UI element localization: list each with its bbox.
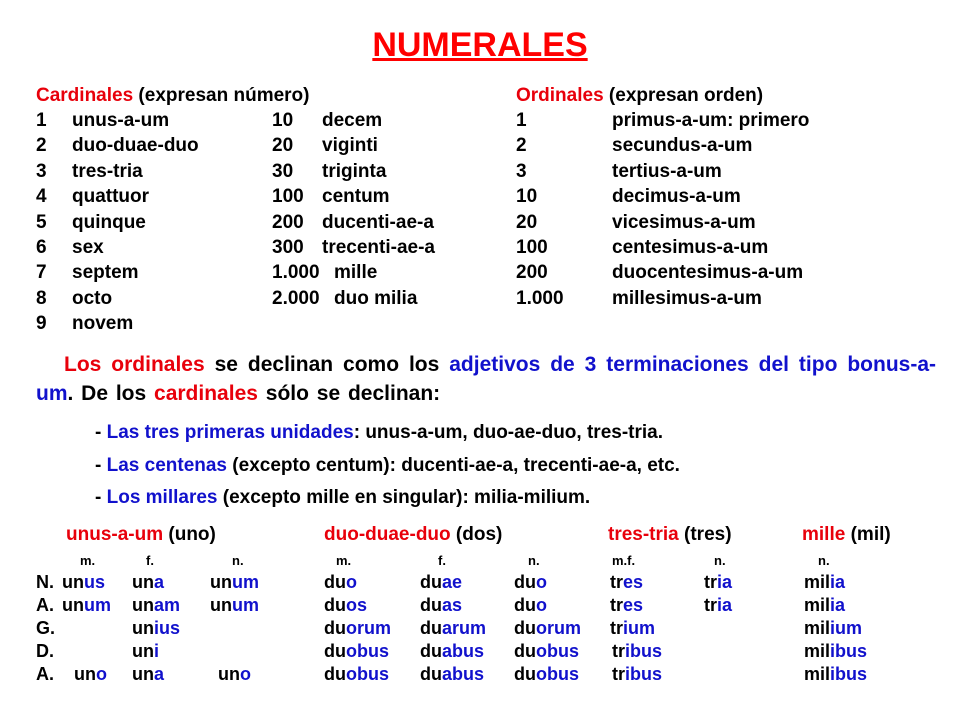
form-ending: ia (717, 572, 733, 592)
declension-form-unus-n (210, 572, 259, 593)
declension-form-duo-f (420, 595, 462, 616)
declension-form-unus-m (62, 572, 105, 593)
declension-header-tres (608, 524, 732, 546)
latin-word: duo milia (334, 287, 418, 309)
latin-word: vicesimus-a-um (612, 211, 756, 233)
number: 20 (516, 211, 538, 233)
cardinal-right-words (322, 108, 435, 311)
form-stem: un (74, 664, 96, 684)
declension-form-tres-mf (610, 618, 655, 639)
bullet-dash: - (95, 422, 107, 443)
paragraph-text: se declinan como los (204, 353, 450, 376)
declension-form-mille-n (804, 572, 845, 593)
number: 4 (36, 186, 47, 208)
latin-word: trecenti-ae-a (322, 236, 435, 258)
form-ending: ibus (830, 641, 868, 661)
form-stem: du (324, 572, 346, 592)
ordinales-label: Ordinales (516, 85, 604, 106)
ordinal-words (612, 108, 809, 311)
form-ending: es (623, 595, 644, 615)
form-stem: du (514, 595, 536, 615)
form-stem: du (514, 664, 536, 684)
form-stem: un (132, 572, 154, 592)
declension-form-tres-mf (610, 572, 643, 593)
case-label: D. (36, 641, 54, 661)
bullet-highlight: Las centenas (106, 455, 228, 476)
number: 1.000 (516, 287, 564, 309)
form-stem: mil (804, 618, 831, 638)
number: 1 (516, 110, 527, 131)
form-stem: un (62, 595, 84, 615)
form-ending: ibus (625, 641, 663, 661)
declension-form-duo-n (514, 664, 579, 685)
number: 300 (272, 236, 304, 258)
declension-form-duo-f (420, 664, 484, 685)
form-ending: abus (442, 641, 485, 661)
form-ending: i (154, 641, 160, 661)
declension-form-unus-m (62, 595, 111, 616)
number: 2 (516, 135, 527, 157)
latin-word: centesimus-a-um (612, 236, 769, 258)
declension-form-mille-n (804, 618, 862, 639)
declension-form-unus-m (74, 664, 107, 685)
declension-form-mille-n (804, 641, 867, 662)
gender-label: f. (146, 553, 154, 568)
declension-form-duo-n (514, 618, 581, 639)
number: 100 (516, 236, 548, 258)
latin-word: tres-tria (72, 160, 143, 182)
number: 9 (36, 313, 47, 335)
paragraph-text: . De los (67, 382, 155, 405)
form-ending: o (240, 664, 251, 684)
form-ending: ae (442, 572, 463, 592)
form-ending: o (536, 572, 547, 592)
declension-form-unus-f (132, 572, 164, 593)
form-stem: du (324, 595, 346, 615)
header-gloss: (uno) (163, 524, 216, 545)
declension-form-duo-f (420, 641, 484, 662)
case-label: A. (36, 664, 54, 684)
bullet-highlight: Los millares (106, 487, 218, 508)
number: 1 (36, 110, 47, 131)
bullet-item (95, 422, 663, 444)
form-ending: obus (536, 664, 579, 684)
number: 200 (516, 262, 548, 284)
bullet-highlight: Las tres primeras unidades (106, 422, 354, 443)
gender-label: m. (336, 553, 352, 568)
form-stem: du (514, 618, 536, 638)
declension-form-mille-n (804, 595, 845, 616)
number: 7 (36, 262, 47, 284)
form-ending: ium (623, 618, 656, 638)
number: 1.000 (272, 262, 320, 284)
latin-word: centum (322, 186, 390, 208)
latin-word: millesimus-a-um (612, 287, 762, 309)
form-ending: es (623, 572, 644, 592)
declension-form-unus-n (210, 595, 259, 616)
bullet-item (95, 455, 680, 477)
header-word: duo-duae-duo (324, 524, 451, 545)
latin-word: quinque (72, 211, 146, 233)
declension-form-tres-mf (612, 641, 662, 662)
number: 8 (36, 287, 47, 309)
header-gloss: (mil) (845, 524, 891, 545)
form-ending: o (96, 664, 107, 684)
gender-label: n. (818, 553, 830, 568)
number: 10 (516, 186, 538, 208)
form-ending: am (154, 595, 181, 615)
header-word: mille (802, 524, 846, 545)
form-ending: abus (442, 664, 485, 684)
declension-form-duo-n (514, 572, 547, 593)
gender-label: f. (438, 553, 446, 568)
gender-label: n. (528, 553, 540, 568)
ordinales-description: (expresan orden) (603, 85, 764, 106)
number: 100 (272, 186, 304, 208)
latin-word: duocentesimus-a-um (612, 262, 804, 284)
form-stem: du (420, 572, 442, 592)
declension-form-tres-n (704, 572, 732, 593)
declension-form-tres-n (704, 595, 732, 616)
gender-label: m. (80, 553, 96, 568)
declension-form-duo-n (514, 641, 579, 662)
latin-word: septem (72, 262, 139, 284)
latin-word: triginta (322, 160, 387, 182)
declension-form-tres-mf (612, 664, 662, 685)
latin-word: decimus-a-um (612, 186, 741, 208)
declension-form-unus-f (132, 618, 180, 639)
bullet-item (95, 487, 590, 509)
latin-word: tertius-a-um (612, 160, 722, 182)
form-ending: os (346, 595, 368, 615)
declension-form-duo-f (420, 572, 462, 593)
form-stem: un (132, 641, 154, 661)
latin-word: unus-a-um (72, 110, 170, 131)
form-stem: tr (704, 572, 717, 592)
form-ending: ia (717, 595, 733, 615)
gender-label: n. (714, 553, 726, 568)
declension-header-duo (324, 524, 502, 546)
declension-form-duo-n (514, 595, 547, 616)
form-stem: mil (804, 572, 831, 592)
declension-header-mille (802, 524, 891, 546)
ordinal-numbers (516, 108, 564, 311)
paragraph-text: sólo se declinan: (257, 382, 441, 405)
page-title: NUMERALES (372, 26, 588, 64)
latin-word: ducenti-ae-a (322, 211, 434, 233)
form-stem: un (62, 572, 84, 592)
header-word: tres-tria (608, 524, 679, 545)
number: 2.000 (272, 287, 320, 309)
form-ending: arum (442, 618, 487, 638)
form-stem: mil (804, 595, 831, 615)
bullet-dash: - (95, 487, 107, 508)
form-stem: du (514, 572, 536, 592)
form-stem: tr (612, 664, 625, 684)
form-stem: du (420, 664, 442, 684)
declension-form-unus-f (132, 664, 164, 685)
declension-form-duo-m (324, 618, 391, 639)
header-word: unus-a-um (66, 524, 164, 545)
form-ending: a (154, 572, 165, 592)
form-ending: obus (346, 641, 389, 661)
declension-form-tres-mf (610, 595, 643, 616)
form-stem: du (420, 595, 442, 615)
latin-word: quattuor (72, 186, 150, 208)
cardinales-description: (expresan número) (133, 85, 310, 106)
explanation-paragraph (36, 350, 936, 408)
form-ending: um (232, 595, 259, 615)
latin-word: sex (72, 236, 104, 258)
number: 20 (272, 135, 294, 157)
form-stem: un (210, 595, 232, 615)
bullet-text: : unus-a-um, duo-ae-duo, tres-tria. (353, 422, 663, 443)
form-ending: us (84, 572, 106, 592)
form-stem: tr (610, 572, 623, 592)
form-stem: tr (612, 641, 625, 661)
form-ending: um (232, 572, 259, 592)
form-stem: du (324, 664, 346, 684)
form-stem: tr (704, 595, 717, 615)
form-stem: un (132, 664, 154, 684)
form-ending: ius (154, 618, 181, 638)
latin-word: viginti (322, 135, 378, 157)
case-label: N. (36, 572, 54, 592)
latin-word: octo (72, 287, 113, 309)
gender-label: n. (232, 553, 244, 568)
form-stem: un (132, 618, 154, 638)
form-ending: ium (830, 618, 863, 638)
declension-form-duo-m (324, 664, 389, 685)
form-ending: as (442, 595, 463, 615)
form-stem: tr (610, 595, 623, 615)
cardinal-right-numbers (272, 108, 320, 311)
form-stem: un (132, 595, 154, 615)
declension-form-unus-f (132, 641, 159, 662)
form-ending: a (154, 664, 165, 684)
number: 3 (516, 160, 527, 182)
cardinales-term: cardinales (154, 382, 258, 405)
bullet-text: (excepto mille en singular): milia-milium. (217, 487, 591, 508)
number: 2 (36, 135, 47, 157)
cardinal-left-words (72, 108, 199, 337)
bullet-dash: - (95, 455, 107, 476)
number: 5 (36, 211, 47, 233)
latin-word: novem (72, 313, 134, 335)
ordinales-term: Los ordinales (64, 353, 205, 376)
cardinales-label: Cardinales (36, 85, 134, 106)
declension-header-unus (66, 524, 216, 546)
latin-word: mille (334, 262, 378, 284)
latin-word: duo-duae-duo (72, 135, 199, 157)
cardinal-left-numbers (36, 108, 47, 337)
form-stem: du (420, 641, 442, 661)
form-stem: mil (804, 664, 831, 684)
header-gloss: (dos) (450, 524, 503, 545)
form-ending: orum (536, 618, 581, 638)
adjetivos-term: adjetivos de 3 terminaciones del tipo bonus-a-um (36, 353, 936, 405)
form-ending: o (346, 572, 357, 592)
form-stem: du (324, 618, 346, 638)
form-stem: du (324, 641, 346, 661)
form-ending: obus (536, 641, 579, 661)
latin-word: decem (322, 110, 383, 131)
ordinales-header (516, 84, 763, 108)
case-label: A. (36, 595, 54, 615)
bullet-text: (excepto centum): ducenti-ae-a, trecenti-ae-a, etc. (227, 455, 680, 476)
number: 6 (36, 236, 47, 258)
case-label: G. (36, 618, 56, 638)
form-ending: ibus (625, 664, 663, 684)
form-ending: orum (346, 618, 391, 638)
form-ending: ia (830, 572, 846, 592)
number: 200 (272, 211, 304, 233)
declension-form-duo-m (324, 572, 357, 593)
form-ending: um (84, 595, 111, 615)
form-ending: ia (830, 595, 846, 615)
latin-word: secundus-a-um (612, 135, 753, 157)
declension-form-duo-m (324, 641, 389, 662)
number: 3 (36, 160, 47, 182)
form-stem: tr (610, 618, 623, 638)
form-stem: un (218, 664, 240, 684)
form-ending: ibus (830, 664, 868, 684)
latin-word: primus-a-um: primero (612, 110, 810, 131)
declension-form-duo-m (324, 595, 367, 616)
form-stem: mil (804, 641, 831, 661)
number: 30 (272, 160, 294, 182)
form-ending: o (536, 595, 547, 615)
declension-form-unus-f (132, 595, 180, 616)
gender-label: m.f. (612, 553, 636, 568)
cardinales-header (36, 84, 309, 108)
declension-form-mille-n (804, 664, 867, 685)
header-gloss: (tres) (678, 524, 732, 545)
form-ending: obus (346, 664, 389, 684)
form-stem: un (210, 572, 232, 592)
form-stem: du (514, 641, 536, 661)
number: 10 (272, 110, 294, 131)
declension-form-duo-f (420, 618, 486, 639)
form-stem: du (420, 618, 442, 638)
declension-form-unus-n (218, 664, 251, 685)
